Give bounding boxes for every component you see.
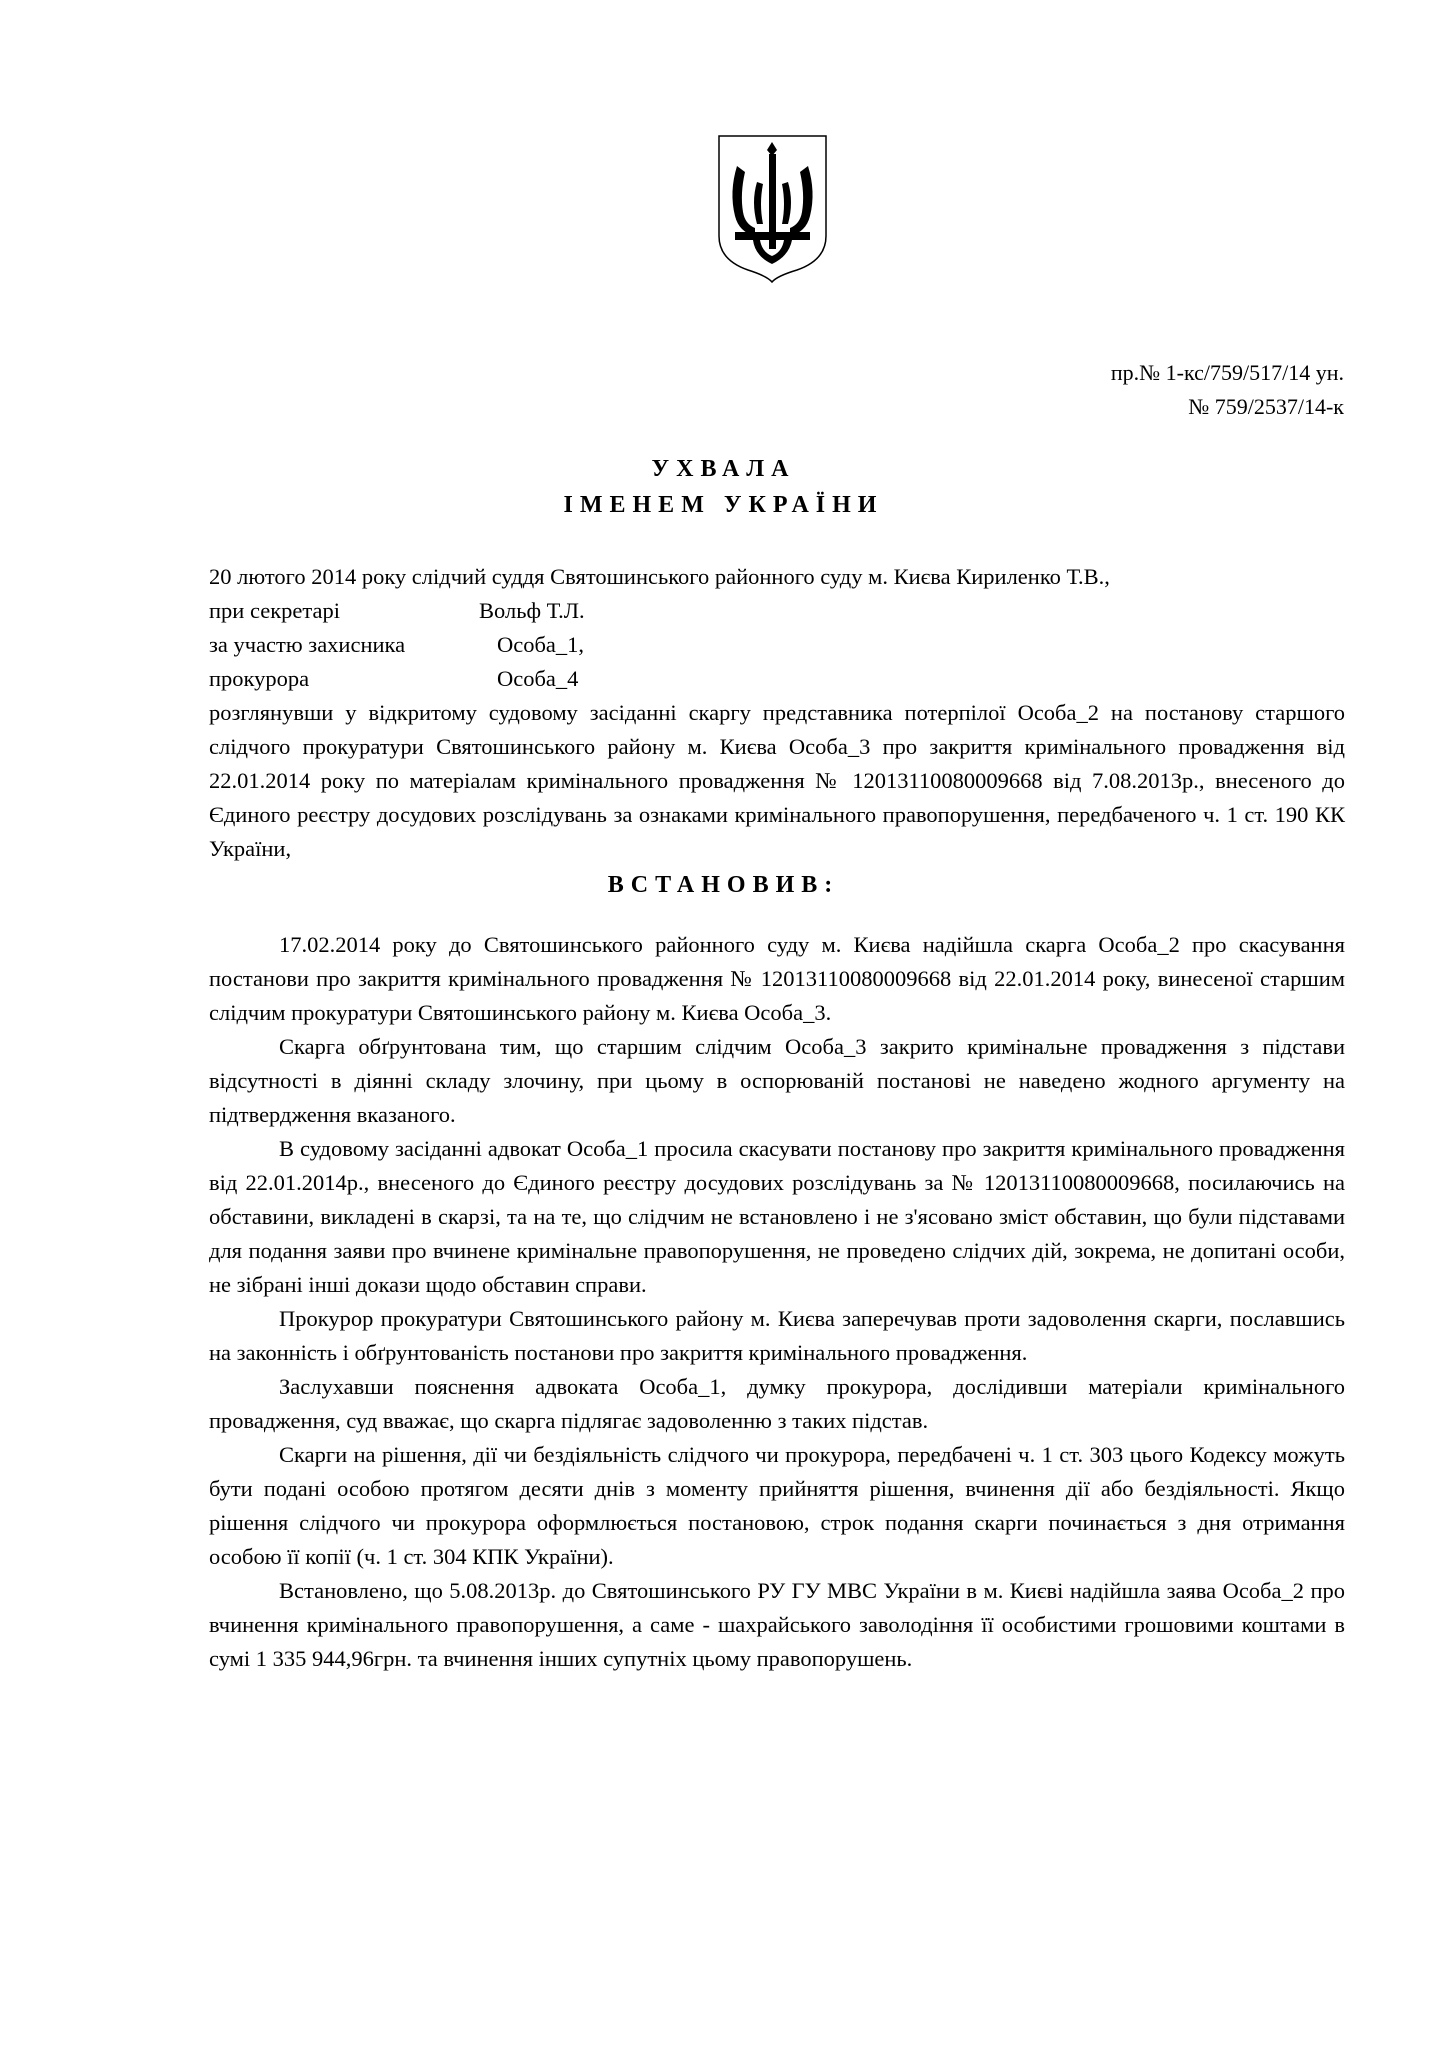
prosecutor-row — [209, 662, 1345, 696]
body-paragraph: 17.02.2014 року до Святошинського районного суду м. Києва надійшла скарга Особа_2 про скасування постанови про закриття кримінального провадження № 12013110080009668 від 22.01.2014 року, винесеної старшим слідчим прокуратури Святошинського району м. Києва Особа_3. — [209, 932, 1345, 1025]
secretary-label: при секретарі — [209, 598, 340, 623]
body-paragraph: В судовому засіданні адвокат Особа_1 просила скасувати постанову про закриття кримінального провадження від 22.01.2014р., внесеного до Єдиного реєстру досудових розслідувань за № 12013110080009668, посилаючись на обставини, викладені в скарзі, та на те, що слідчим не встановлено і не з'ясовано зміст обставин, що були підставами для подання заяви про вчинене кримінальне правопорушення, не проведено слідчих дій, зокрема, не допитані особи, не зібрані інші докази щодо обставин справи. — [209, 1136, 1345, 1297]
secretary-value: Вольф Т.Л. — [479, 598, 585, 623]
prosecutor-label: прокурора — [209, 666, 310, 691]
intro-paragraph: розглянувши у відкритому судовому засіданні скаргу представника потерпілої Особа_2 на постанову старшого слідчого прокуратури Святошинського району м. Києва Особа_3 про закриття кримінального провадження від 22.01.2014 року по матеріалам кримінального провадження № 12013110080009668 від 7.08.2013р., внесеного до Єдиного реєстру досудових розслідувань за ознаками кримінального правопорушення, передбаченого ч. 1 ст. 190 КК України, — [209, 700, 1345, 861]
body-paragraph: Прокурор прокуратури Святошинського району м. Києва заперечував проти задоволення скарги, пославшись на законність і обґрунтованість постанови про закриття кримінального провадження. — [209, 1306, 1345, 1365]
defender-value: Особа_1, — [497, 632, 585, 657]
prosecutor-value: Особа_4 — [497, 666, 579, 691]
coat-of-arms-icon — [715, 132, 830, 284]
defender-row — [209, 628, 1345, 662]
case-numbers — [1111, 356, 1344, 424]
defender-label: за участю захисника — [209, 632, 406, 657]
document-title: УХВАЛА — [651, 456, 796, 482]
body-paragraph: Встановлено, що 5.08.2013р. до Святошинського РУ ГУ МВС України в м. Києві надійшла заява Особа_2 про вчинення кримінального правопорушення, а саме - шахрайського заволодіння її особистими грошовими коштами в сумі 1 335 944,96грн. та вчинення інших супутніх цьому правопорушень. — [209, 1578, 1345, 1671]
body-paragraph: Скарга обґрунтована тим, що старшим слідчим Особа_3 закрито кримінальне провадження з підстави відсутності в діянні складу злочину, при цьому в оспорюваній постанові не наведено жодного аргументу на підтвердження вказаного. — [209, 1034, 1345, 1127]
intro-section — [209, 560, 1345, 866]
intro-first-line: 20 лютого 2014 року слідчий суддя Святошинського районного суду м. Києва Кириленко Т.В., — [209, 564, 1110, 589]
case-number-secondary: № 759/2537/14-к — [1188, 394, 1344, 419]
case-number-primary: пр.№ 1-кс/759/517/14 ун. — [1110, 360, 1344, 385]
secretary-row — [209, 594, 1345, 628]
body-paragraph: Скарги на рішення, дії чи бездіяльність слідчого чи прокурора, передбачені ч. 1 ст. 303 цього Кодексу можуть бути подані особою протягом десяти днів з моменту прийняття рішення, вчинення дії або бездіяльності. Якщо рішення слідчого чи прокурора оформлюється постановою, строк подання скарги починається з дня отримання особою її копії (ч. 1 ст. 304 КПК України). — [209, 1442, 1345, 1569]
document-body — [209, 928, 1345, 1676]
body-paragraph: Заслухавши пояснення адвоката Особа_1, думку прокурора, дослідивши матеріали кримінального провадження, суд вважає, що скарга підлягає задоволенню з таких підстав. — [209, 1374, 1345, 1433]
document-subtitle: ІМЕНЕМ УКРАЇНИ — [563, 492, 884, 518]
established-heading: ВСТАНОВИВ: — [607, 872, 840, 898]
